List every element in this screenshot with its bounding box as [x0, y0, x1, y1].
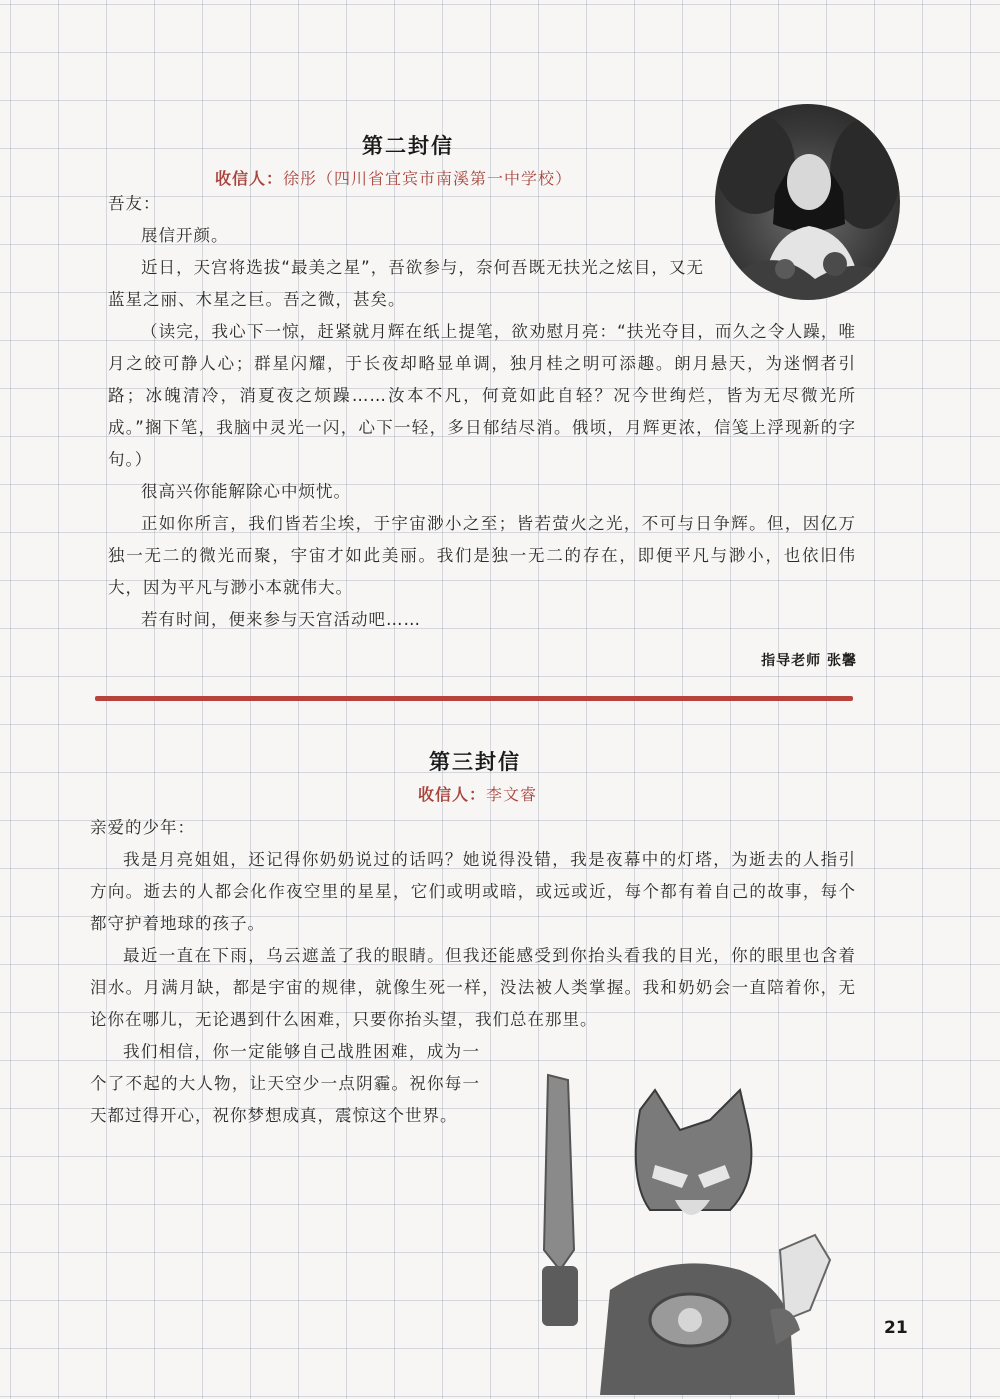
letter2-paragraph: 若有时间，便来参与天宫活动吧……: [141, 610, 421, 629]
letter2-paragraph: 近日，天宫将选拔“最美之星”，吾欲参与，奈何吾既无扶光之炫目，又无蓝星之丽、木星之巨。吾之微，甚矣。: [108, 258, 704, 309]
letter2-salutation: 吾友：: [108, 194, 161, 213]
costume-photo: [530, 1070, 850, 1395]
letter2-title: 第二封信: [362, 133, 454, 158]
letter2-body: [108, 188, 856, 636]
letter2-recipient-label: 收信人：: [215, 169, 284, 188]
letter2-recipient: [215, 166, 572, 189]
costume-illustration: [530, 1070, 850, 1395]
letter3-title: 第三封信: [429, 749, 521, 774]
letter3-recipient: [418, 782, 537, 805]
letter2-paragraph: 展信开颜。: [141, 226, 229, 245]
letter3-paragraph: 我们相信，你一定能够自己战胜困难，成为一个了不起的大人物，让天空少一点阴霾。祝你每一天都过得开心，祝你梦想成真，震惊这个世界。: [90, 1042, 480, 1125]
section-divider: [95, 696, 853, 701]
letter2-recipient-name: 徐彤（四川省宜宾市南溪第一中学校）: [283, 169, 573, 188]
letter3-paragraph: 最近一直在下雨，乌云遮盖了我的眼睛。但我还能感受到你抬头看我的目光，你的眼里也含着泪水。月满月缺，都是宇宙的规律，就像生死一样，没法被人类掌握。我和奶奶会一直陪着你，无论你在哪儿，无论遇到什么困难，只要你抬头望，我们总在那里。: [90, 946, 856, 1029]
letter3-paragraph: 我是月亮姐姐，还记得你奶奶说过的话吗？她说得没错，我是夜幕中的灯塔，为逝去的人指引方向。逝去的人都会化作夜空里的星星，它们或明或暗，或远或近，每个都有着自己的故事，每个都守护着地球的孩子。: [90, 850, 856, 933]
letter2-signature: 指导老师 张馨: [761, 653, 857, 669]
page-number: 21: [884, 1318, 908, 1338]
letter2-paragraph: 很高兴你能解除心中烦忧。: [141, 482, 351, 501]
letter2-paragraph: （读完，我心下一惊，赶紧就月辉在纸上提笔，欲劝慰月亮：“扶光夺目，而久之令人躁，唯月之皎可静人心；群星闪耀，于长夜却略显单调，独月桂之明可添趣。朗月悬天，为迷惘者引路；冰魄清冷，消夏夜之烦躁……汝本不凡，何竟如此自轻？况今世绚烂，皆为无尽微光所成。”搁下笔，我脑中灵光一闪，心下一轻，多日郁结尽消。俄顷，月辉更浓，信笺上浮现新的字句。）: [108, 322, 856, 469]
letter3-recipient-label: 收信人：: [418, 785, 487, 804]
letter3-recipient-name: 李文睿: [486, 785, 538, 804]
letter2-paragraph: 正如你所言，我们皆若尘埃，于宇宙渺小之至；皆若萤火之光，不可与日争辉。但，因亿万独一无二的微光而聚，宇宙才如此美丽。我们是独一无二的存在，即便平凡与渺小，也依旧伟大，因为平凡与渺小本就伟大。: [108, 514, 856, 597]
letter3-salutation: 亲爱的少年：: [90, 818, 195, 837]
